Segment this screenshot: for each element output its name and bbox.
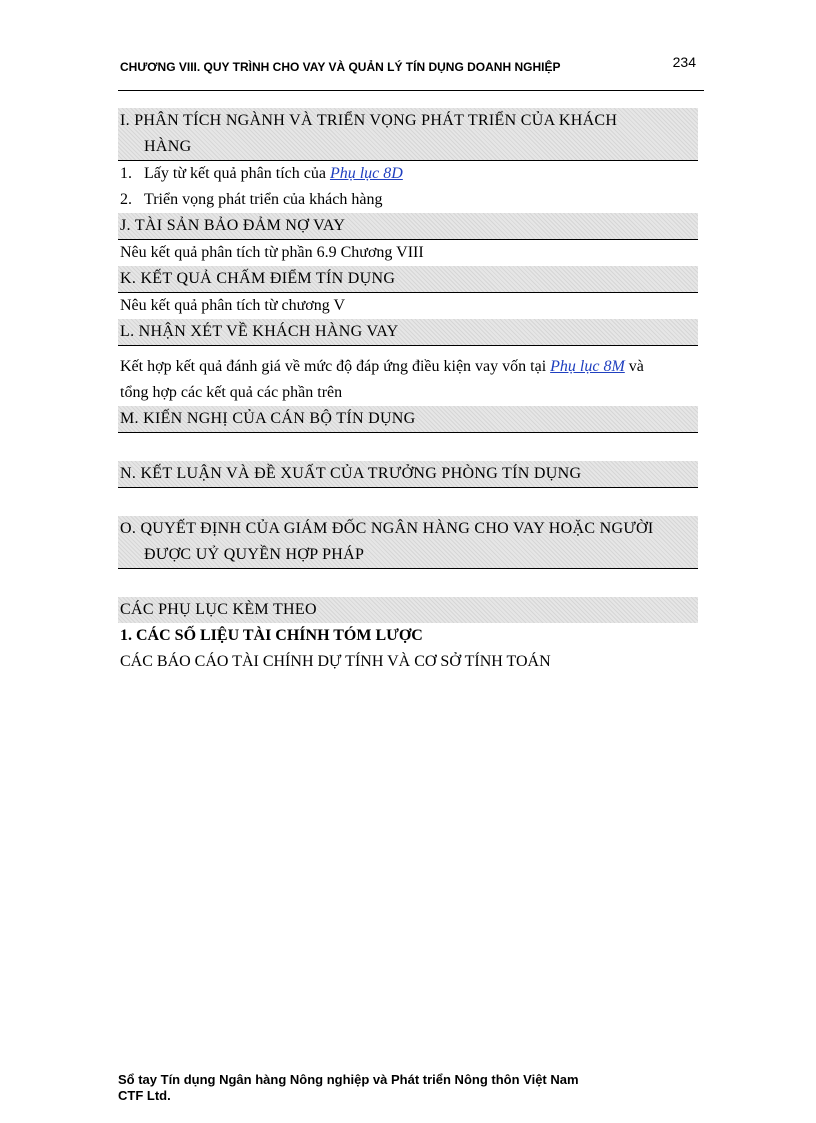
section-n-heading: N. KẾT LUẬN VÀ ĐỀ XUẤT CỦA TRƯỞNG PHÒNG TÍN DỤNG bbox=[118, 461, 698, 488]
list-item bbox=[118, 187, 698, 213]
spacer bbox=[118, 488, 698, 516]
section-o-heading bbox=[118, 516, 698, 569]
section-l-body bbox=[118, 354, 698, 406]
footer-line2: CTF Ltd. bbox=[118, 1088, 171, 1103]
appendix-8m-link[interactable]: Phụ lục 8M bbox=[550, 358, 625, 375]
list-item bbox=[118, 161, 698, 187]
section-i-line2: HÀNG bbox=[144, 138, 192, 155]
spacer bbox=[118, 433, 698, 461]
list-text: Triển vọng phát triển của khách hàng bbox=[144, 191, 383, 208]
section-o-line2: ĐƯỢC UỶ QUYỀN HỢP PHÁP bbox=[144, 546, 365, 563]
page-number: 234 bbox=[672, 54, 696, 70]
section-i-line1: I. PHÂN TÍCH NGÀNH VÀ TRIỂN VỌNG PHÁT TRIỂN CỦA KHÁCH bbox=[120, 112, 618, 129]
page-header bbox=[118, 52, 704, 91]
chapter-title: CHƯƠNG VIII. QUY TRÌNH CHO VAY VÀ QUẢN LÝ TÍN DỤNG DOANH NGHIỆP bbox=[120, 60, 561, 74]
section-i-heading bbox=[118, 108, 698, 161]
appendix-8d-link[interactable]: Phụ lục 8D bbox=[329, 165, 403, 182]
appendix-item-2: CÁC BÁO CÁO TÀI CHÍNH DỰ TÍNH VÀ CƠ SỞ TÍNH TOÁN bbox=[120, 653, 551, 670]
list-text: Lấy từ kết quả phân tích của bbox=[144, 165, 330, 182]
section-l-text-end: và bbox=[624, 358, 644, 375]
footer-line1: Sổ tay Tín dụng Ngân hàng Nông nghiệp và Phát triển Nông thôn Việt Nam bbox=[118, 1072, 579, 1087]
page-footer bbox=[118, 1072, 579, 1104]
document-body bbox=[118, 108, 698, 675]
list-number: 1. bbox=[120, 165, 132, 182]
section-k-body: Nêu kết quả phân tích từ chương V bbox=[120, 297, 346, 314]
section-l-text: Kết hợp kết quả đánh giá về mức độ đáp ứng điều kiện vay vốn tại bbox=[120, 358, 551, 375]
section-j-body: Nêu kết quả phân tích từ phần 6.9 Chương VIII bbox=[120, 244, 424, 261]
section-m-heading: M. KIẾN NGHỊ CỦA CÁN BỘ TÍN DỤNG bbox=[118, 406, 698, 433]
section-l-heading: L. NHẬN XÉT VỀ KHÁCH HÀNG VAY bbox=[118, 319, 698, 346]
appendix-item-1: 1. CÁC SỐ LIỆU TÀI CHÍNH TÓM LƯỢC bbox=[120, 627, 423, 644]
section-l-line2: tổng hợp các kết quả các phần trên bbox=[120, 384, 343, 401]
appendix-heading: CÁC PHỤ LỤC KÈM THEO bbox=[118, 597, 698, 623]
section-k-heading: K. KẾT QUẢ CHẤM ĐIỂM TÍN DỤNG bbox=[118, 266, 698, 293]
list-number: 2. bbox=[120, 191, 132, 208]
section-o-line1: O. QUYẾT ĐỊNH CỦA GIÁM ĐỐC NGÂN HÀNG CHO VAY HOẶC NGƯỜI bbox=[120, 520, 654, 537]
spacer bbox=[118, 569, 698, 597]
section-j-heading: J. TÀI SẢN BẢO ĐẢM NỢ VAY bbox=[118, 213, 698, 240]
